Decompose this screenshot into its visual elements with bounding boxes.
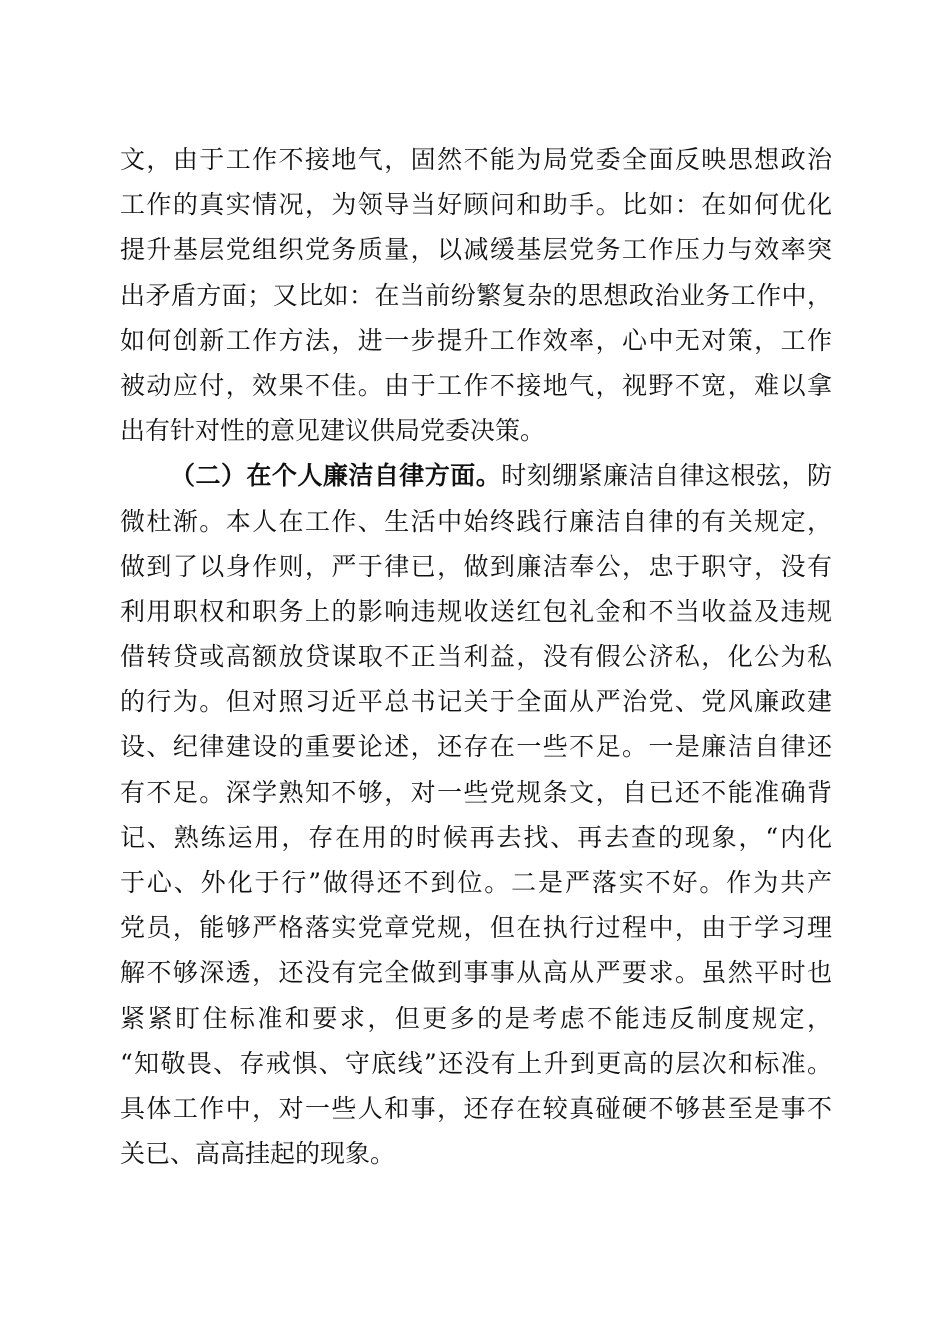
text-line: 做到了以身作则，严于律已，做到廉洁奉公，忠于职守，没有 <box>120 551 832 581</box>
text-line: 被动应付，效果不佳。由于工作不接地气，视野不宽，难以拿 <box>120 370 832 400</box>
text-line: 的行为。但对照习近平总书记关于全面从严治党、党风廉政建 <box>120 687 832 717</box>
text-line: 利用职权和职务上的影响违规收送红包礼金和不当收益及违规 <box>120 596 832 626</box>
text-line: 具体工作中，对一些人和事，还存在较真碰硬不够甚至是事不 <box>120 1093 832 1123</box>
text-line: 记、熟练运用，存在用的时候再去找、再去查的现象，“内化 <box>120 822 832 852</box>
text-line: 工作的真实情况，为领导当好顾问和助手。比如：在如何优化 <box>120 190 832 220</box>
text-line: 解不够深透，还没有完全做到事事从高从严要求。虽然平时也 <box>120 958 832 988</box>
text-line: 出有针对性的意见建议供局党委决策。 <box>120 416 546 446</box>
text-line: 党员，能够严格落实党章党规，但在执行过程中，由于学习理 <box>120 913 832 943</box>
document-page <box>120 137 832 1176</box>
text-line: 借转贷或高额放贷谋取不正当利益，没有假公济私，化公为私 <box>120 642 832 672</box>
text-line: 微杜渐。本人在工作、生活中始终践行廉洁自律的有关规定， <box>120 506 832 536</box>
text-line <box>120 453 832 498</box>
text-line: 于心、外化于行”做得还不到位。二是严落实不好。作为共产 <box>120 868 832 897</box>
text-line: 紧紧盯住标准和要求，但更多的是考虑不能违反制度规定， <box>120 1003 832 1033</box>
text-line: 有不足。深学熟知不够，对一些党规条文，自已还不能准确背 <box>120 777 832 807</box>
text-line: 文，由于工作不接地气，固然不能为局党委全面反映思想政治 <box>120 145 832 174</box>
text-line: 出矛盾方面；又比如：在当前纷繁复杂的思想政治业务工作中， <box>120 280 832 310</box>
text-line: 关已、高高挂起的现象。 <box>120 1139 396 1169</box>
section-heading: （二）在个人廉洁自律方面。 <box>170 461 502 491</box>
paragraph-2 <box>120 453 832 1176</box>
text-line: “知敬畏、存戒惧、守底线”还没有上升到更高的层次和标准。 <box>120 1048 832 1078</box>
text-line: 如何创新工作方法，进一步提升工作效率，心中无对策，工作 <box>120 325 832 355</box>
text-fragment: 时刻绷紧廉洁自律这根弦，防 <box>501 461 832 491</box>
text-line: 提升基层党组织党务质量，以减缓基层党务工作压力与效率突 <box>120 235 832 265</box>
paragraph-1 <box>120 137 832 453</box>
text-line: 设、纪律建设的重要论述，还存在一些不足。一是廉洁自律还 <box>120 732 832 762</box>
